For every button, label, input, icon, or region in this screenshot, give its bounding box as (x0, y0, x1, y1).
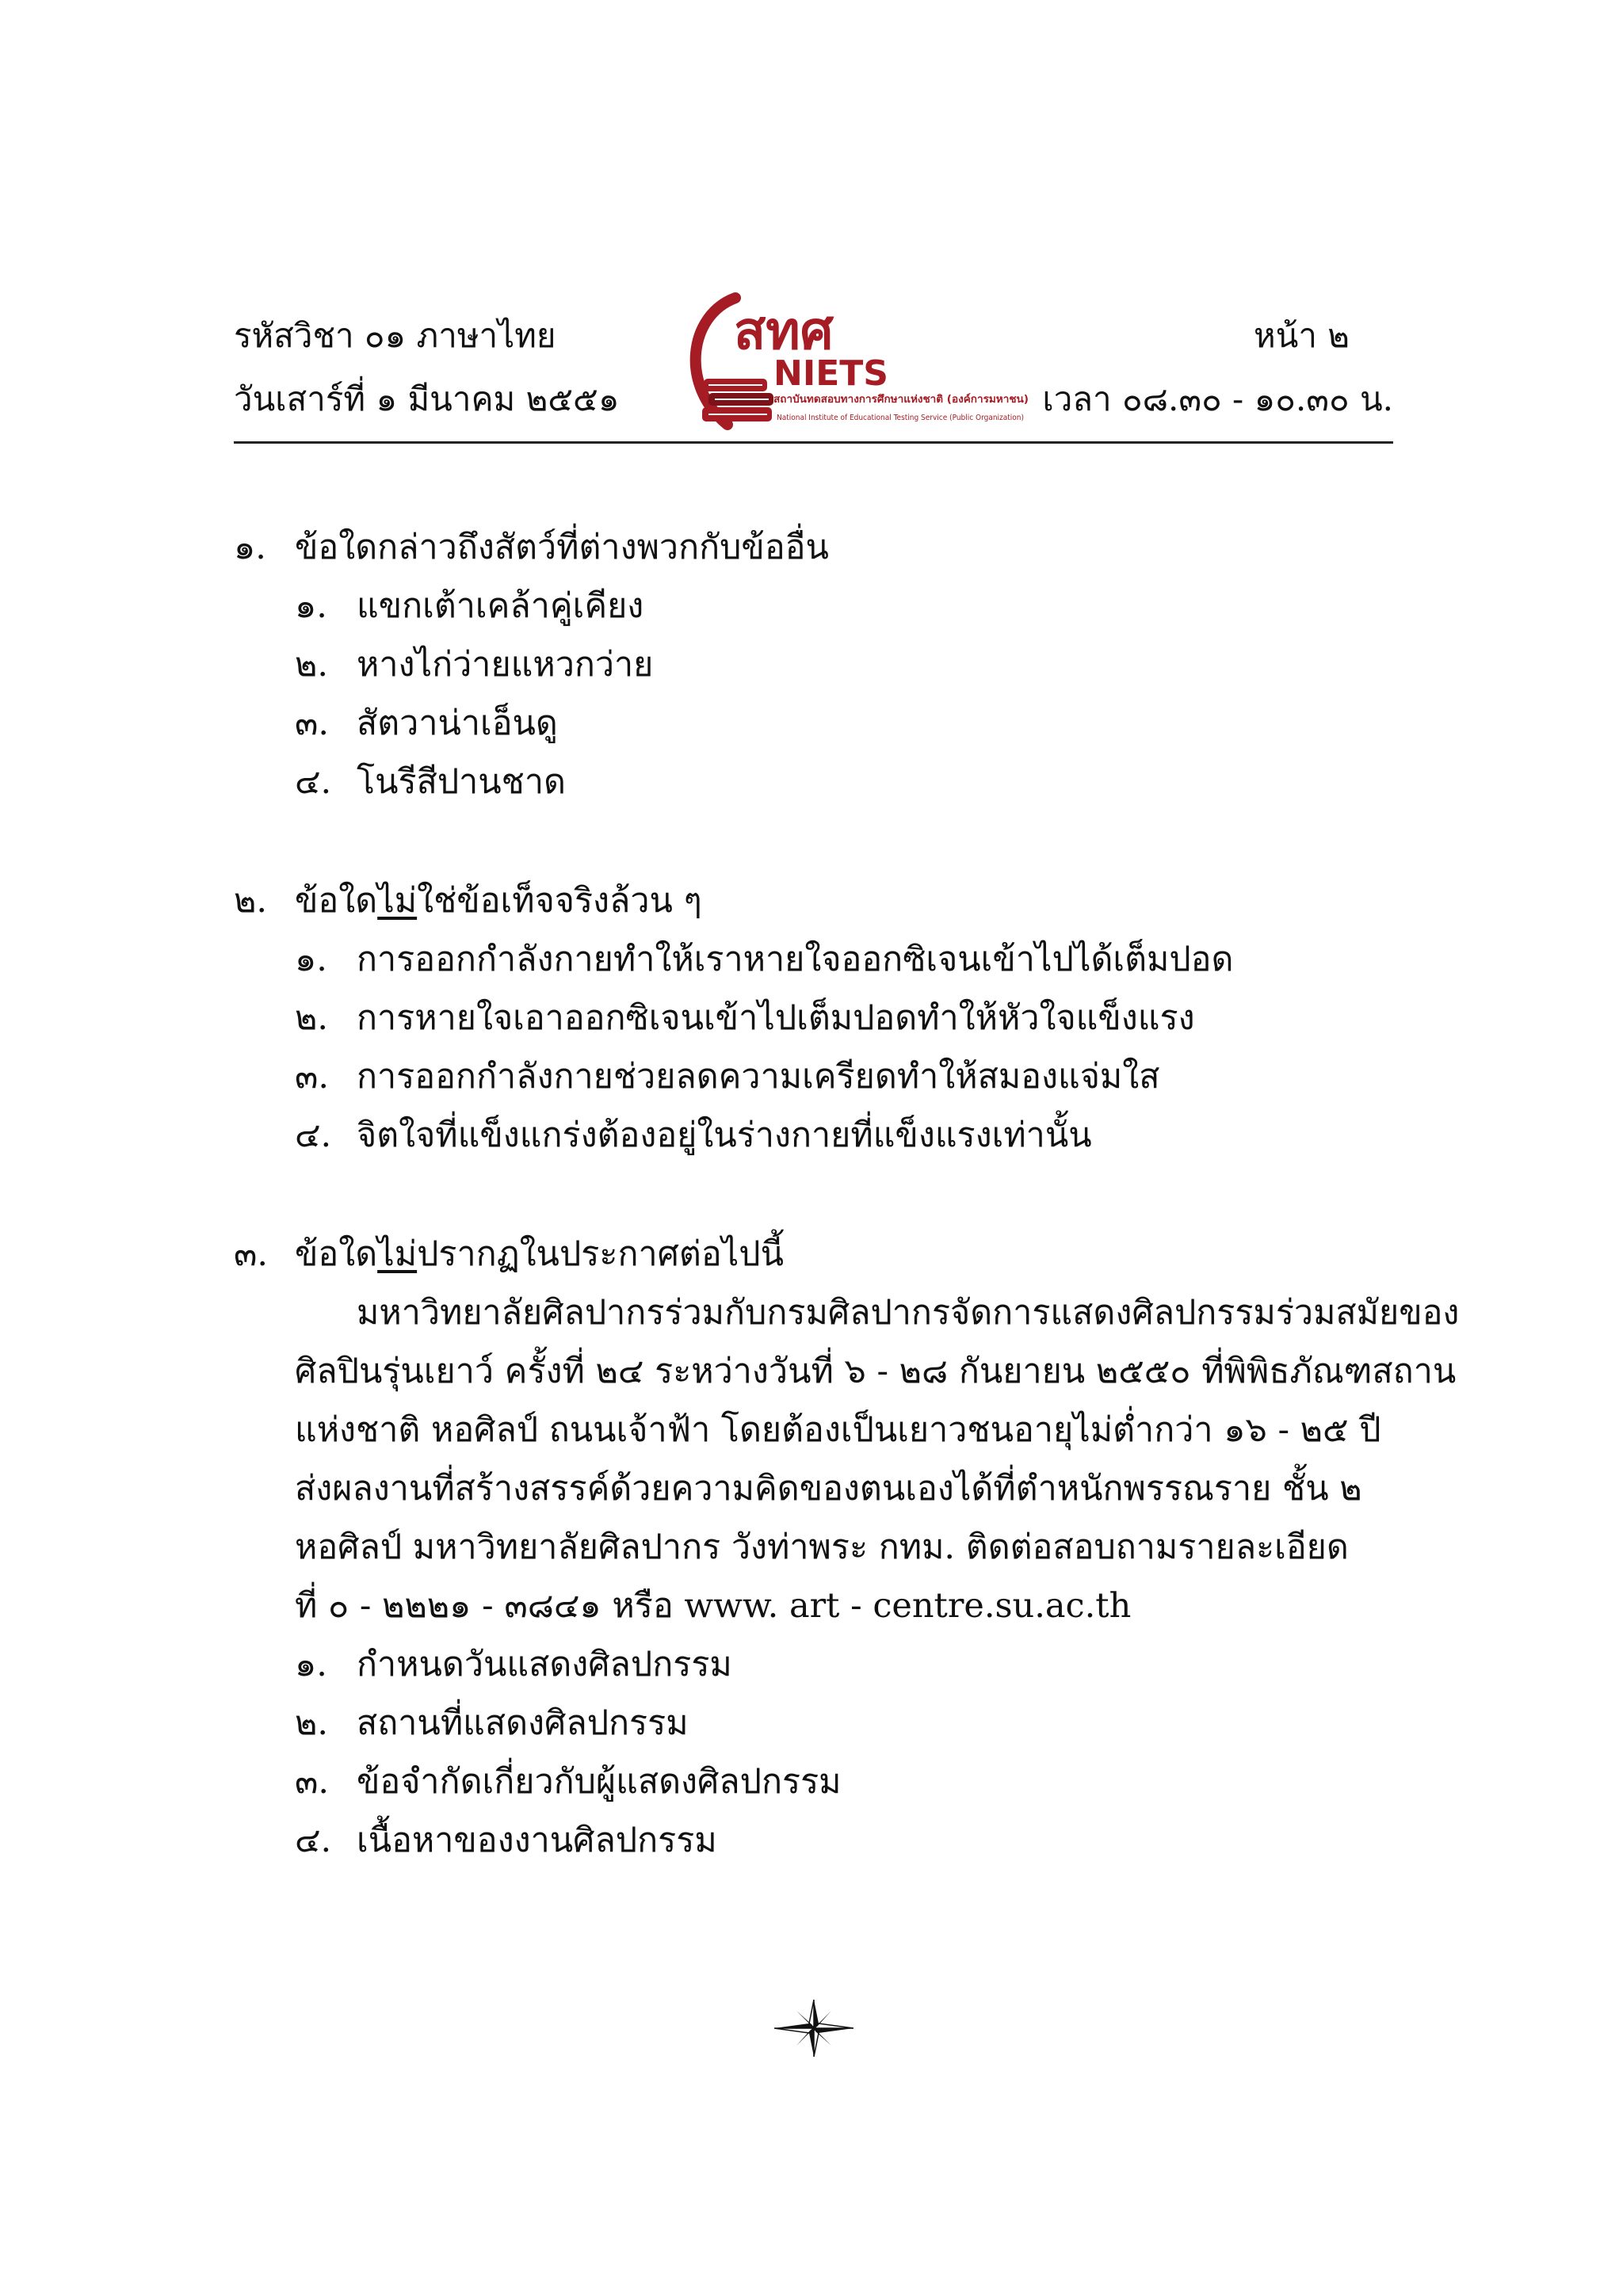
logo-abbr: NIETS (773, 353, 888, 394)
choice-number: ๒. (295, 998, 329, 1038)
passage-line: มหาวิทยาลัยศิลปากรร่วมกับกรมศิลปากรจัดการแสดงศิลปกรรมร่วมสมัยของ (357, 1293, 1460, 1333)
subject-code: รหัสวิชา ๐๑ ภาษาไทย (234, 316, 556, 355)
logo-thai-name: สถาบันทดสอบทางการศึกษาแห่งชาติ (องค์การมหาชน) (773, 394, 1019, 406)
niets-logo-graphic (680, 292, 1044, 433)
stem-text: ข้อใด (295, 881, 378, 921)
logo-thai-mark: สทศ (734, 300, 834, 361)
choice-number: ๔. (295, 1821, 332, 1860)
niets-logo (680, 292, 1044, 433)
choice-text: การหายใจเอาออกซิเจนเข้าไปเต็มปอดทำให้หัวใจแข็งแรง (357, 998, 1195, 1038)
choice-text: สัตวาน่าเอ็นดู (357, 704, 558, 743)
question-3-number: ๓. (234, 1234, 269, 1274)
question-2-stem (295, 879, 702, 922)
choice-number: ๑. (295, 940, 327, 979)
logo-english-name: National Institute of Educational Testing Service (Public Organization) (777, 414, 1025, 422)
passage-line: ส่งผลงานที่สร้างสรรค์ด้วยความคิดของตนเองได้ที่ตำหนักพรรณราย ชั้น ๒ (295, 1469, 1362, 1508)
choice-number: ๓. (295, 704, 330, 743)
choice-text: การออกกำลังกายช่วยลดความเครียดทำให้สมองแจ่มใส (357, 1057, 1160, 1097)
stem-text: ข้อใด (295, 1234, 378, 1274)
question-1-stem: ข้อใดกล่าวถึงสัตว์ที่ต่างพวกกับข้ออื่น (295, 528, 829, 567)
choice-number: ๑. (295, 1645, 327, 1684)
stem-text: ปรากฏในประกาศต่อไปนี้ (417, 1234, 784, 1274)
choice-text: กำหนดวันแสดงศิลปกรรม (357, 1645, 732, 1684)
passage-line: ศิลปินรุ่นเยาว์ ครั้งที่ ๒๔ ระหว่างวันที่ ๖ - ๒๘ กันยายน ๒๕๕๐ ที่พิพิธภัณฑสถาน (295, 1352, 1457, 1391)
passage-line: ที่ ๐ - ๒๒๒๑ - ๓๘๔๑ หรือ www. art - centre.su.ac.th (295, 1586, 1132, 1626)
stem-emphasis: ไม่ (377, 881, 418, 921)
compass-star-ornament-icon (773, 1999, 855, 2058)
choice-number: ๒. (295, 645, 329, 685)
stem-emphasis: ไม่ (377, 1234, 418, 1274)
question-2-number: ๒. (234, 881, 268, 921)
exam-date: วันเสาร์ที่ ๑ มีนาคม ๒๕๕๑ (234, 379, 620, 418)
choice-number: ๒. (295, 1703, 329, 1743)
choice-text: ข้อจำกัดเกี่ยวกับผู้แสดงศิลปกรรม (357, 1762, 842, 1802)
choice-text: จิตใจที่แข็งแกร่งต้องอยู่ในร่างกายที่แข็งแรงเท่านั้น (357, 1116, 1092, 1155)
choice-number: ๑. (295, 586, 327, 626)
choice-text: การออกกำลังกายทำให้เราหายใจออกซิเจนเข้าไปได้เต็มปอด (357, 940, 1234, 979)
choice-number: ๔. (295, 762, 332, 802)
choice-text: หางไก่ว่ายแหวกว่าย (357, 645, 654, 685)
question-3-stem (295, 1233, 784, 1276)
exam-time: เวลา ๐๘.๓๐ - ๑๐.๓๐ น. (1042, 379, 1393, 418)
page-number: หน้า ๒ (1253, 316, 1350, 355)
passage-line: หอศิลป์ มหาวิทยาลัยศิลปากร วังท่าพระ กทม. ติดต่อสอบถามรายละเอียด (295, 1527, 1349, 1567)
choice-number: ๔. (295, 1116, 332, 1155)
choice-number: ๓. (295, 1762, 330, 1802)
choice-text: แขกเต้าเคล้าคู่เคียง (357, 586, 644, 626)
choice-text: โนรีสีปานชาด (357, 762, 566, 802)
stem-text: ใช่ข้อเท็จจริงล้วน ๆ (417, 881, 702, 921)
choice-number: ๓. (295, 1057, 330, 1097)
header-divider (234, 441, 1393, 444)
choice-text: สถานที่แสดงศิลปกรรม (357, 1703, 689, 1743)
choice-text: เนื้อหาของงานศิลปกรรม (357, 1821, 717, 1860)
question-1-number: ๑. (234, 528, 266, 567)
passage-line: แห่งชาติ หอศิลป์ ถนนเจ้าฟ้า โดยต้องเป็นเยาวชนอายุไม่ต่ำกว่า ๑๖ - ๒๕ ปี (295, 1410, 1381, 1450)
